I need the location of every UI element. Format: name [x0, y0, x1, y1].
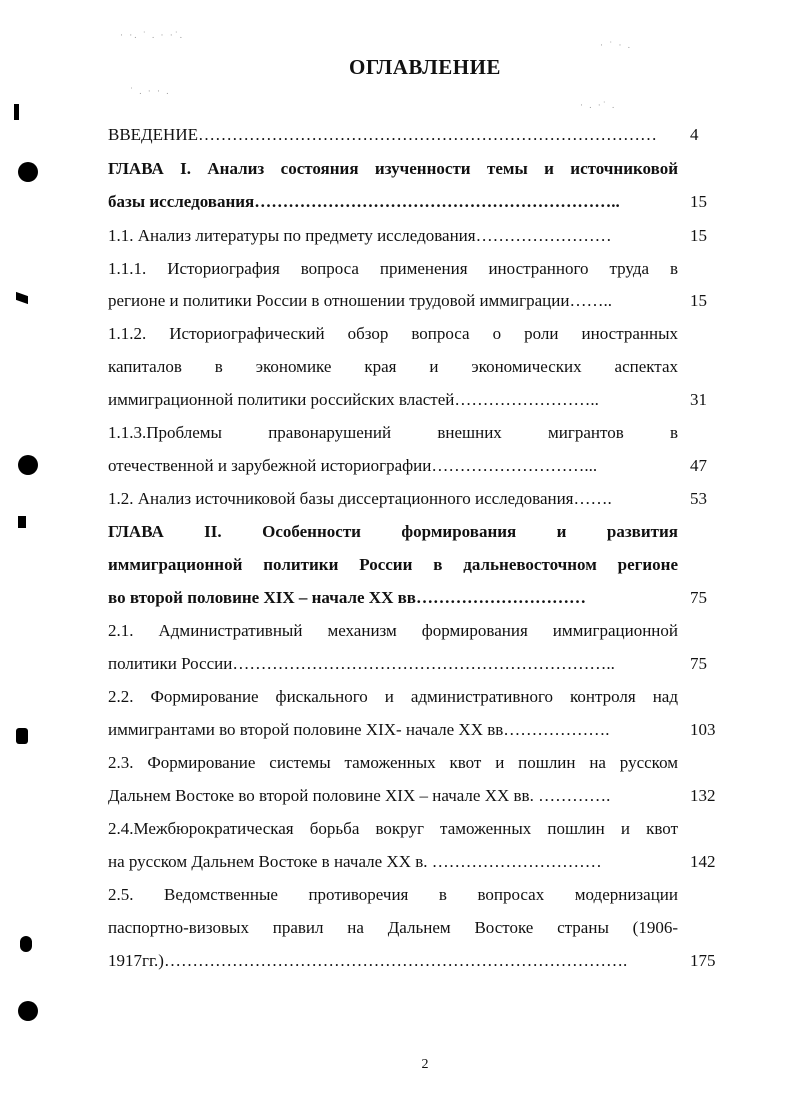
toc-chapter-heading: иммиграционной политики России в дальневосточном регионе [108, 555, 678, 574]
scan-mark [18, 516, 26, 528]
toc-page-number: 4 [690, 125, 699, 144]
toc-entry: регионе и политики России в отношении трудовой иммиграции…….. [108, 291, 612, 310]
scan-mark [14, 104, 19, 120]
toc-entry: 2.1. Административный механизм формирования иммиграционной [108, 621, 678, 640]
toc-entry: 2.5. Ведомственные противоречия в вопросах модернизации [108, 885, 678, 904]
toc-page-number: 15 [690, 192, 707, 211]
toc-entry: 1.1. Анализ литературы по предмету исследования…………………… [108, 226, 612, 245]
toc-entry: 1.2. Анализ источниковой базы диссертационного исследования……. [108, 489, 612, 508]
toc-page-number: 47 [690, 456, 707, 475]
toc-entry: иммиграционной политики российских властей…………………….. [108, 390, 599, 409]
toc-page-number: 75 [690, 588, 707, 607]
toc-page-number: 53 [690, 489, 707, 508]
toc-entry: 2.4.Межбюрократическая борьба вокруг таможенных пошлин и квот [108, 819, 678, 838]
binder-hole [18, 455, 38, 475]
toc-entry: 2.3. Формирование системы таможенных квот и пошлин на русском [108, 753, 678, 772]
binder-hole [18, 1001, 38, 1021]
scan-mark [16, 728, 28, 744]
scan-noise: · . ·˙ . [580, 100, 617, 110]
toc-page-number: 103 [690, 720, 716, 739]
scan-noise: · ˙ · . [600, 40, 632, 50]
toc-chapter-heading: базы исследования……………………………………………………….. [108, 192, 620, 211]
toc-page-number: 75 [690, 654, 707, 673]
scan-noise: ˙ . · · . [130, 86, 171, 96]
toc-page-number: 15 [690, 291, 707, 310]
binder-hole [18, 162, 38, 182]
toc-entry: политики России………………………………………………………….. [108, 654, 615, 673]
toc-entry: на русском Дальнем Востоке в начале XX в. ………………………… [108, 852, 602, 871]
toc-page-number: 31 [690, 390, 707, 409]
toc-entry: 1.1.2. Историографический обзор вопроса о роли иностранных [108, 324, 678, 343]
toc-chapter-heading: ГЛАВА II. Особенности формирования и развития [108, 522, 678, 541]
toc-entry: 1.1.3.Проблемы правонарушений внешних мигрантов в [108, 423, 678, 442]
scan-noise: · ·. ˙ . · ·˙. [120, 30, 184, 40]
toc-entry: 1.1.1. Историография вопроса применения иностранного труда в [108, 259, 678, 278]
toc-entry: паспортно-визовых правил на Дальнем Востоке страны (1906- [108, 918, 678, 937]
toc-chapter-heading: ГЛАВА I. Анализ состояния изученности темы и источниковой [108, 159, 678, 178]
scan-mark [16, 292, 28, 304]
toc-entry: капиталов в экономике края и экономических аспектах [108, 357, 678, 376]
scan-mark [20, 936, 32, 952]
toc-page-number: 142 [690, 852, 716, 871]
toc-entry: отечественной и зарубежной историографии………………………... [108, 456, 598, 475]
toc-entry-introduction: ВВЕДЕНИЕ……………………………………………………………………… [108, 125, 657, 144]
toc-page-number: 132 [690, 786, 716, 805]
page-title: ОГЛАВЛЕНИЕ [349, 55, 501, 79]
toc-chapter-heading: во второй половине XIX – начале XX вв………………………… [108, 588, 586, 607]
page-number: 2 [421, 1057, 429, 1072]
toc-page-number: 15 [690, 226, 707, 245]
toc-entry: иммигрантами во второй половине XIX- начале XX вв………………. [108, 720, 610, 739]
toc-entry: Дальнем Востоке во второй половине XIX – начале XX вв. …………. [108, 786, 611, 805]
toc-page-number: 175 [690, 951, 716, 970]
toc-entry: 1917гг.)………………………………………………………………………. [108, 951, 628, 970]
toc-entry: 2.2. Формирование фискального и административного контроля над [108, 687, 678, 706]
